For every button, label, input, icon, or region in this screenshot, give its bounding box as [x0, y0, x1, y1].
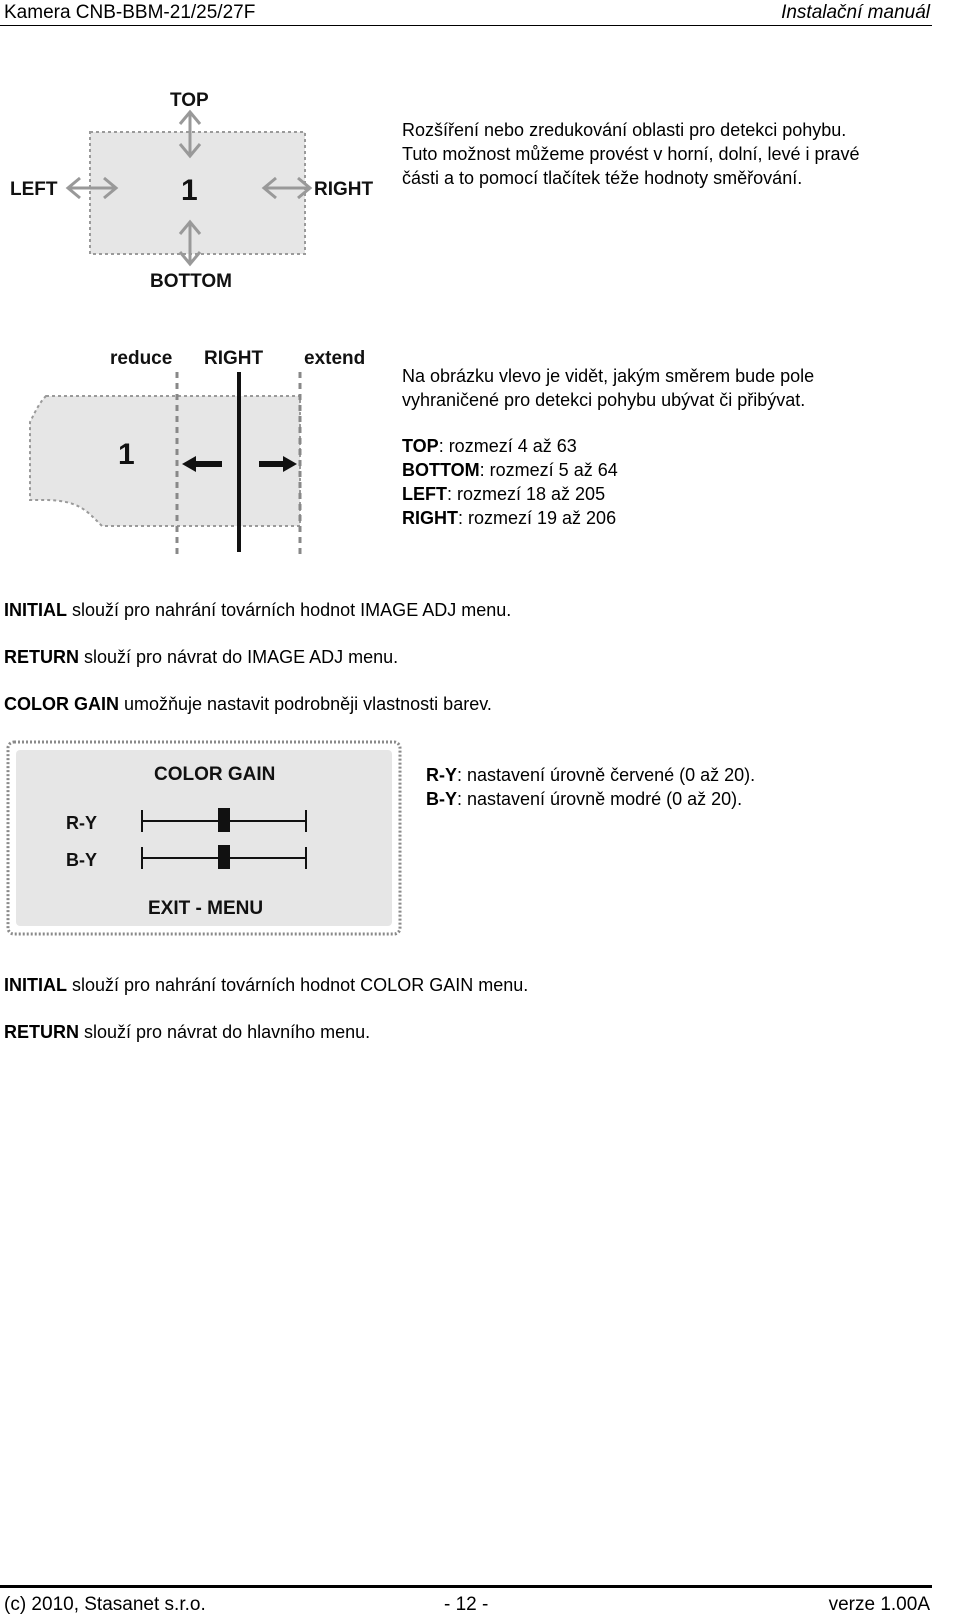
color-gain-menu-diagram	[6, 740, 402, 938]
reduce-extend-diagram	[14, 340, 390, 560]
fig1-right-label: RIGHT	[314, 179, 374, 200]
footer-version: verze 1.00A	[828, 1594, 930, 1615]
by-description: B-Y: nastavení úrovně modré (0 až 20).	[426, 789, 743, 809]
footer-copyright: (c) 2010, Stasanet s.r.o.	[4, 1594, 206, 1615]
fig2-description	[402, 364, 814, 530]
fig1-description	[402, 118, 860, 190]
fig2-desc-line-1: Na obrázku vlevo je vidět, jakým směrem bude pole	[402, 366, 815, 386]
range-bottom: BOTTOM: rozmezí 5 až 64	[402, 460, 618, 480]
ry-label: R-Y	[66, 813, 97, 833]
fig1-bottom-label: BOTTOM	[150, 271, 232, 292]
fig2-extend-label: extend	[304, 348, 366, 369]
motion-area-diagram	[8, 82, 388, 294]
color-gain-paragraph: COLOR GAIN umožňuje nastavit podrobněji vlastnosti barev.	[4, 694, 492, 714]
initial-image-adj-paragraph: INITIAL slouží pro nahrání továrních hodnot IMAGE ADJ menu.	[4, 600, 512, 620]
fig1-left-label: LEFT	[10, 179, 58, 200]
fig1-desc-line-3: části a to pomocí tlačítek téže hodnoty směřování.	[402, 168, 803, 188]
fig1-desc-line-1: Rozšíření nebo zredukování oblasti pro detekci pohybu.	[402, 120, 847, 140]
header-divider	[0, 25, 932, 26]
fig1-desc-line-2: Tuto možnost můžeme provést v horní, dolní, levé i pravé	[402, 144, 860, 164]
return-main-menu-paragraph: RETURN slouží pro návrat do hlavního menu.	[4, 1022, 371, 1042]
range-top: TOP: rozmezí 4 až 63	[402, 436, 577, 456]
color-gain-description	[426, 763, 755, 811]
exit-menu-label: EXIT - MENU	[148, 898, 264, 919]
ry-description: R-Y: nastavení úrovně červené (0 až 20).	[426, 765, 756, 785]
fig2-desc-line-2: vyhraničené pro detekci pohybu ubývat či přibývat.	[402, 390, 806, 410]
fig1-area-number: 1	[181, 174, 198, 207]
fig2-reduce-label: reduce	[110, 348, 173, 369]
footer-divider	[0, 1585, 932, 1588]
fig2-right-label: RIGHT	[204, 348, 264, 369]
menu-title: COLOR GAIN	[154, 764, 276, 785]
range-right: RIGHT: rozmezí 19 až 206	[402, 508, 617, 528]
fig2-area-number: 1	[118, 438, 135, 471]
fig1-top-label: TOP	[170, 90, 209, 111]
range-left: LEFT: rozmezí 18 až 205	[402, 484, 606, 504]
footer-page-number: - 12 -	[444, 1594, 489, 1615]
return-image-adj-paragraph: RETURN slouží pro návrat do IMAGE ADJ menu.	[4, 647, 399, 667]
header-document-title: Kamera CNB-BBM-21/25/27F	[4, 2, 256, 23]
by-label: B-Y	[66, 850, 97, 870]
header-manual-title: Instalační manuál	[781, 2, 930, 23]
initial-color-gain-paragraph: INITIAL slouží pro nahrání továrních hodnot COLOR GAIN menu.	[4, 975, 529, 995]
